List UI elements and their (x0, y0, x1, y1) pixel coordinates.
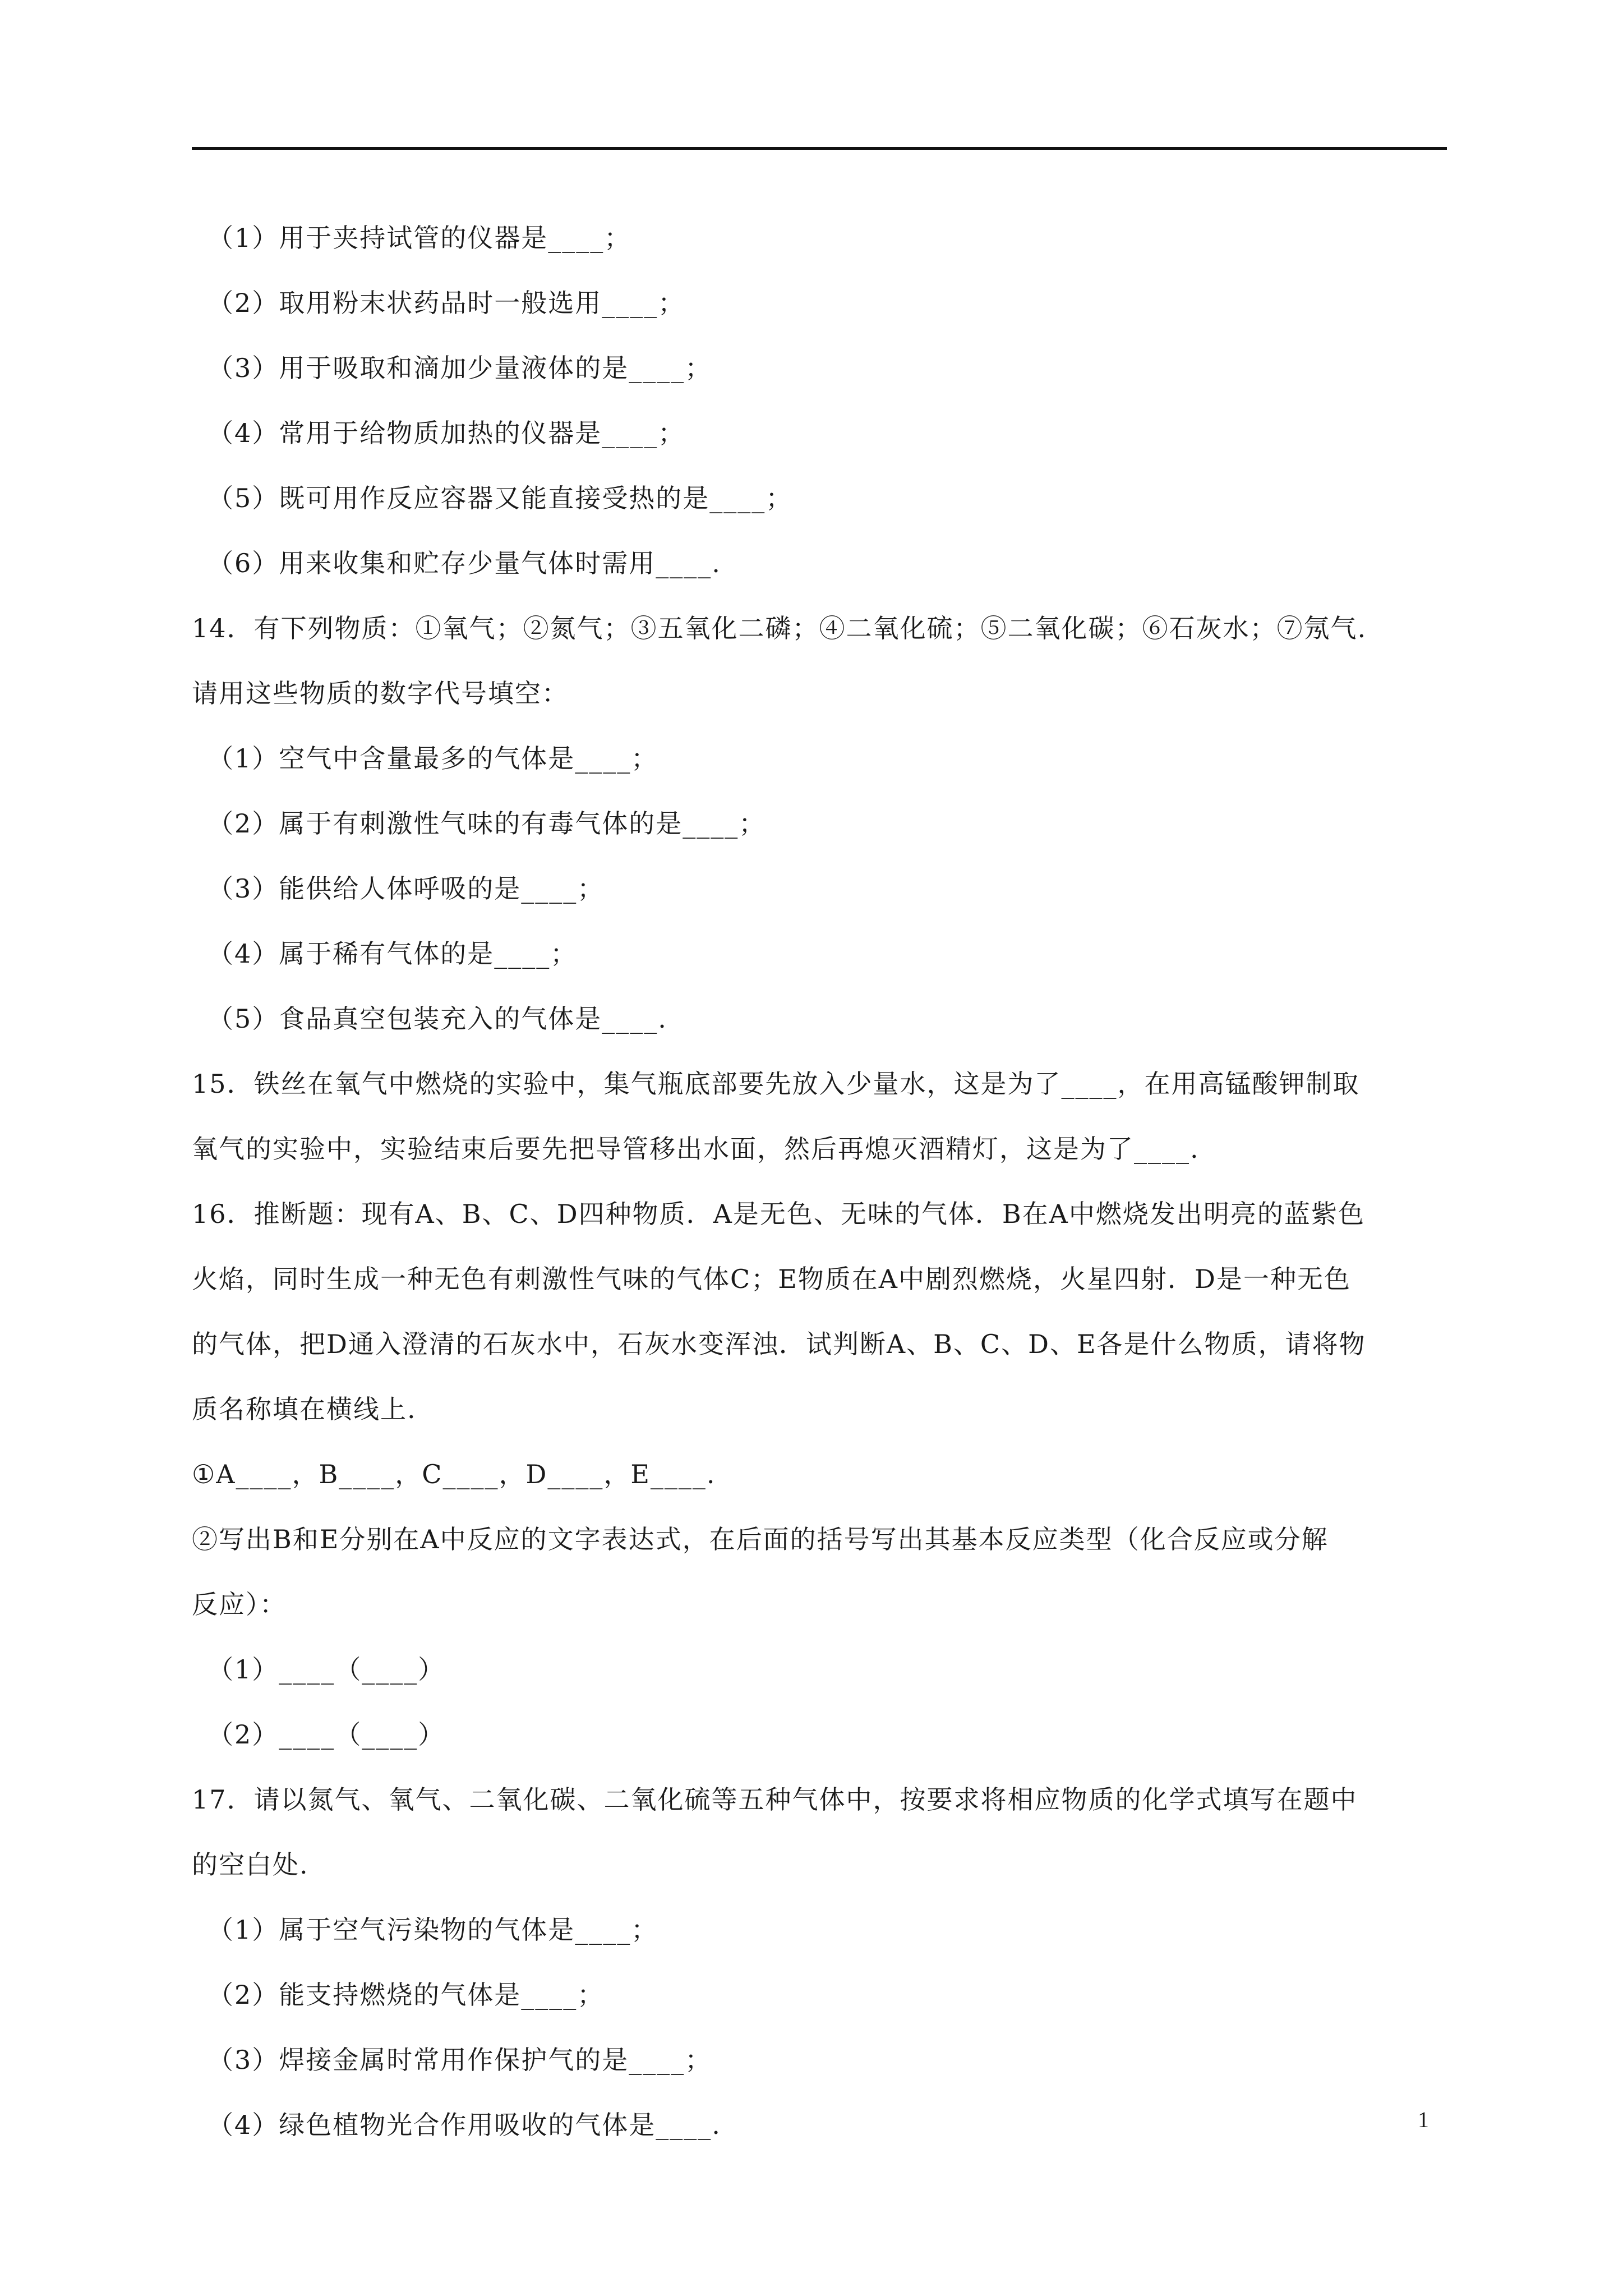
text-line: （3）用于吸取和滴加少量液体的是____； (208, 353, 712, 383)
text-line: （2）____（____） (208, 1719, 445, 1750)
header-rule (192, 147, 1447, 150)
text-line: （4）属于稀有气体的是____； (208, 938, 578, 969)
page-number: 1 (1418, 2107, 1429, 2132)
text-line: 反应）： (192, 1589, 287, 1619)
text-line: 氧气的实验中，实验结束后要先把导管移出水面，然后再熄灭酒精灯，这是为了____. (192, 1134, 1200, 1164)
text-line: （4）绿色植物光合作用吸收的气体是____. (208, 2110, 721, 2140)
text-line: （1）空气中含量最多的气体是____； (208, 743, 658, 774)
document-body (192, 205, 1448, 2157)
text-line: （6）用来收集和贮存少量气体时需用____. (208, 548, 721, 578)
text-line: （3）焊接金属时常用作保护气的是____； (208, 2045, 712, 2075)
text-line: （4）常用于给物质加热的仪器是____； (208, 418, 685, 448)
text-line: 火焰，同时生成一种无色有刺激性气味的气体C；E物质在A中剧烈燃烧，火星四射．D是一种无色 (192, 1264, 1351, 1294)
text-line: 14．有下列物质：①氧气；②氮气；③五氧化二磷；④二氧化硫；⑤二氧化碳；⑥石灰水；⑦氖气. (192, 613, 1367, 643)
text-line: 的气体，把D通入澄清的石灰水中，石灰水变浑浊．试判断A、B、C、D、E各是什么物质，请将物 (192, 1329, 1366, 1359)
text-line: （3）能供给人体呼吸的是____； (208, 873, 605, 904)
text-line: 质名称填在横线上. (192, 1394, 417, 1424)
text-line: 17．请以氮气、氧气、二氧化碳、二氧化硫等五种气体中，按要求将相应物质的化学式填写在题中 (192, 1784, 1358, 1815)
text-line: 请用这些物质的数字代号填空： (192, 678, 569, 708)
text-line: （1）用于夹持试管的仪器是____； (208, 223, 631, 253)
text-line: （1）____（____） (208, 1654, 445, 1685)
text-line: （2）属于有刺激性气味的有毒气体的是____； (208, 808, 766, 839)
text-line: ①A____，B____，C____，D____，E____. (192, 1459, 716, 1489)
text-line: 16．推断题：现有A、B、C、D四种物质．A是无色、无味的气体．B在A中燃烧发出明亮的蓝紫色 (192, 1199, 1365, 1229)
text-line: （5）既可用作反应容器又能直接受热的是____； (208, 483, 793, 513)
text-line: 15．铁丝在氧气中燃烧的实验中，集气瓶底部要先放入少量水，这是为了____，在用高锰酸钾制取 (192, 1069, 1360, 1099)
text-line: ②写出B和E分别在A中反应的文字表达式，在后面的括号写出其基本反应类型（化合反应或分解 (192, 1524, 1329, 1554)
text-line: （1）属于空气污染物的气体是____； (208, 1915, 658, 1945)
text-line: （2）能支持燃烧的气体是____； (208, 1980, 605, 2010)
text-line: 的空白处. (192, 1849, 309, 1880)
text-line: （2）取用粉末状药品时一般选用____； (208, 288, 685, 318)
text-line: （5）食品真空包装充入的气体是____. (208, 1004, 667, 1034)
